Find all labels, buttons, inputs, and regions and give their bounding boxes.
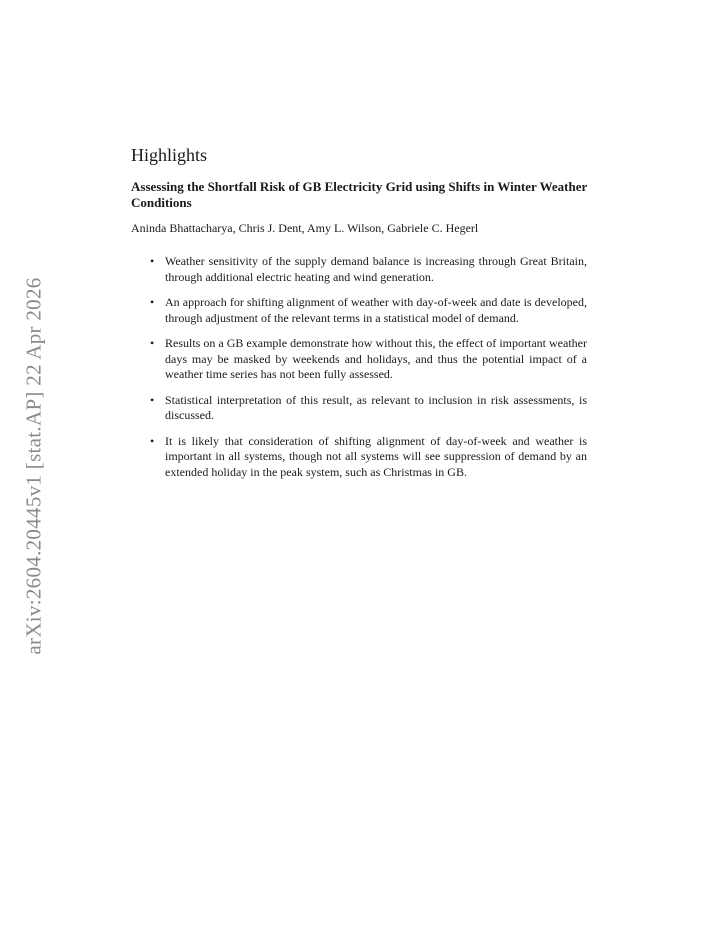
bullet-icon: • [150,254,155,268]
author-list: Aninda Bhattacharya, Chris J. Dent, Amy L. Wilson, Gabriele C. Hegerl [131,221,479,235]
section-heading: Highlights [131,145,208,165]
highlight-item [150,336,587,383]
bullet-icon: • [150,392,155,407]
highlights-list [131,254,587,480]
bullet-icon: • [150,336,155,350]
arxiv-identifier-stamp: arXiv:2604.20445v1 [stat.AP] 22 Apr 2026 [21,277,46,655]
highlight-text: An approach for shifting alignment of weather with day-of-week and date is developed, through adjustment of the relevant terms in a statistical model of demand. [165,295,587,325]
paper-title: Assessing the Shortfall Risk of GB Electricity Grid using Shifts in Winter Weather Conditions [131,179,587,210]
highlight-text: Results on a GB example demonstrate how without this, the effect of important weather days may be masked by weekends and holidays, and thus the potential impact of a weather time series has not been fully assessed. [165,336,587,381]
highlights-page [131,143,587,490]
highlight-item [150,433,587,481]
highlight-item [150,254,587,285]
highlight-item [150,295,587,326]
highlight-text: It is likely that consideration of shifting alignment of day-of-week and weather is important in all systems, though not all systems will see suppression of demand by an extended holiday in the peak system, such as Christmas in GB. [165,433,587,479]
highlight-text: Weather sensitivity of the supply demand balance is increasing through Great Britain, through additional electric heating and wind generation. [165,254,587,284]
highlight-text: Statistical interpretation of this result, as relevant to inclusion in risk assessments, is discussed. [165,392,587,422]
bullet-icon: • [150,433,155,448]
bullet-icon: • [150,295,155,309]
highlight-item [150,392,587,424]
